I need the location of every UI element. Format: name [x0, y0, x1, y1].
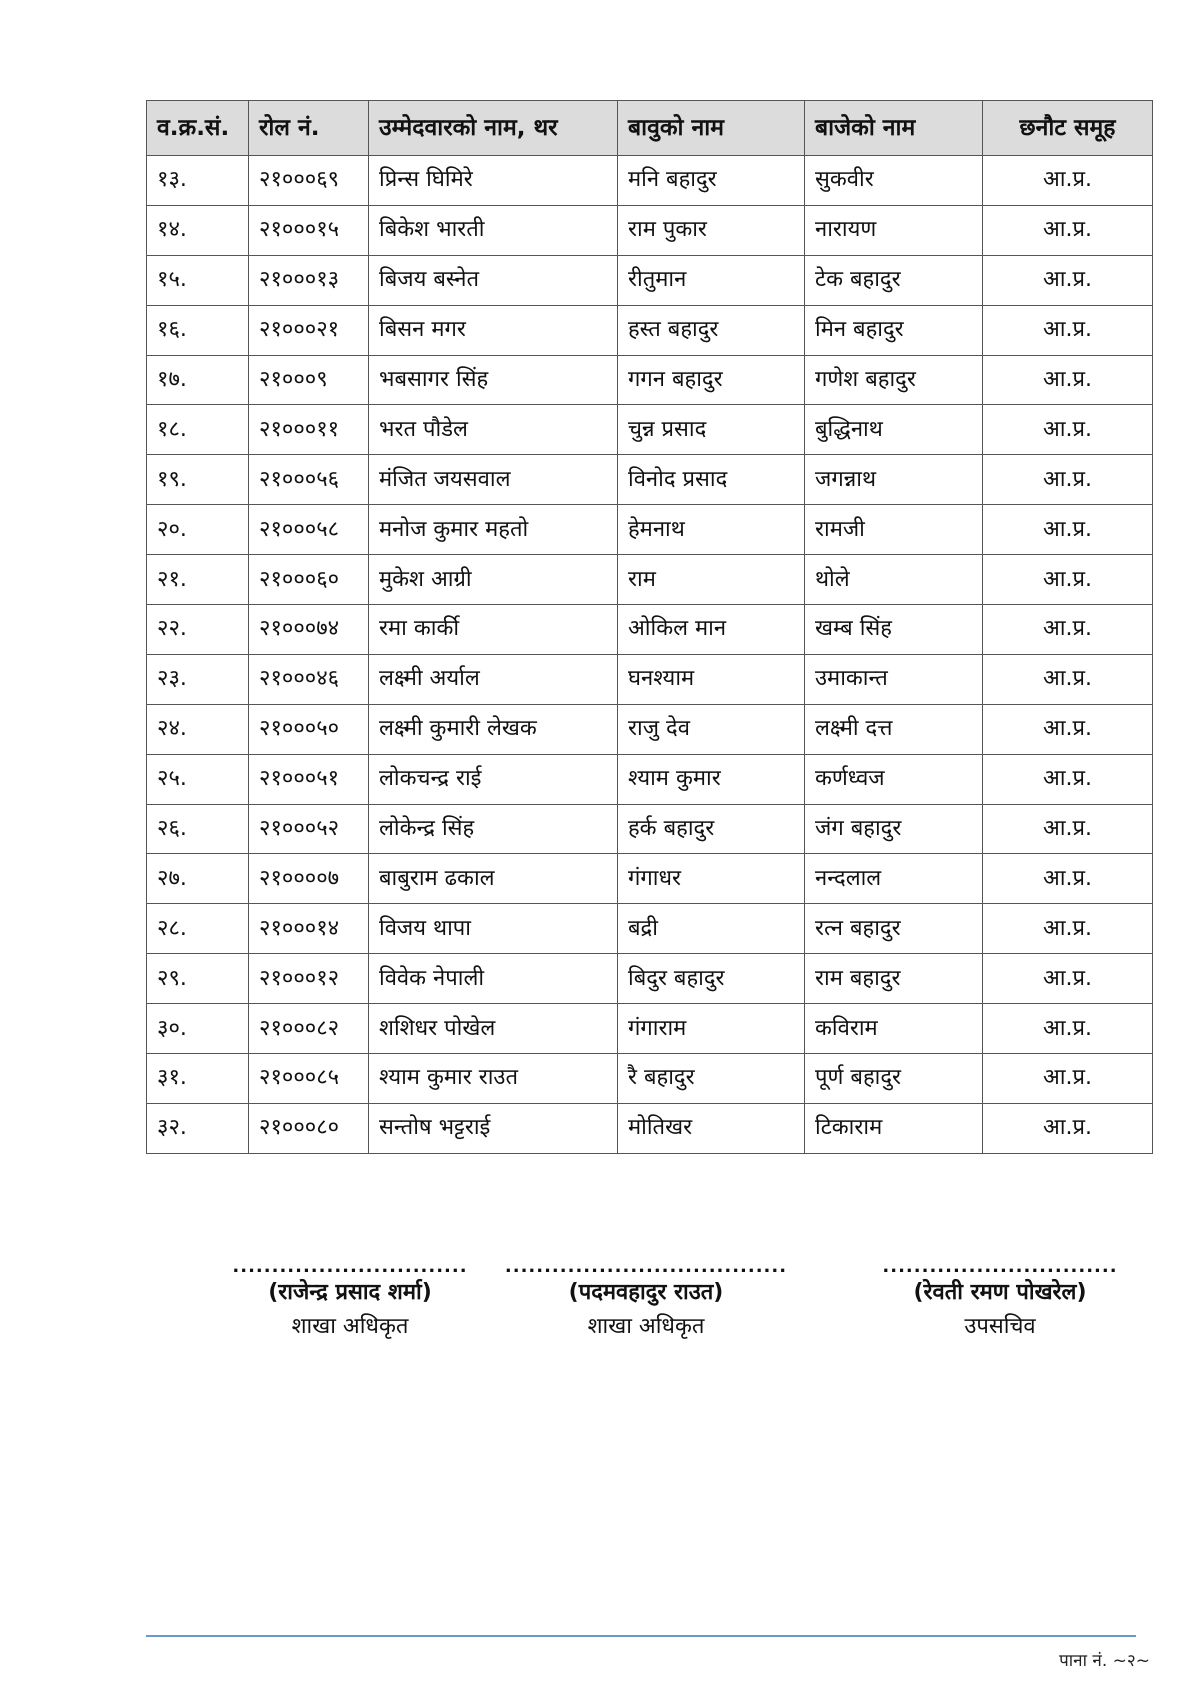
candidate-name-cell: रमा कार्की	[369, 605, 618, 655]
roll-number-cell: २१०००१५	[249, 205, 369, 255]
grandfather-name-cell: उमाकान्त	[805, 654, 983, 704]
roll-number-cell: २१०००११	[249, 405, 369, 455]
selection-group-cell: आ.प्र.	[983, 1004, 1153, 1054]
father-name-cell: गंगाराम	[618, 1004, 805, 1054]
signature-line: ..............................	[882, 1256, 1118, 1277]
roll-number-cell: २१०००५२	[249, 804, 369, 854]
grandfather-name-cell: खम्ब सिंह	[805, 605, 983, 655]
grandfather-name-cell: जंग बहादुर	[805, 804, 983, 854]
roll-number-cell: २१०००५६	[249, 455, 369, 505]
table-row	[147, 305, 1153, 355]
grandfather-name-cell: पूर्ण बहादुर	[805, 1054, 983, 1104]
signature-line: ..............................	[232, 1256, 468, 1277]
father-name-cell: हस्त बहादुर	[618, 305, 805, 355]
roll-number-cell: २१०००५१	[249, 754, 369, 804]
selection-group-cell: आ.प्र.	[983, 405, 1153, 455]
serial-cell: २८.	[147, 904, 249, 954]
grandfather-name-cell: सुकवीर	[805, 156, 983, 206]
serial-cell: १३.	[147, 156, 249, 206]
roll-number-cell: २१००००७	[249, 854, 369, 904]
candidate-name-cell: भरत पौडेल	[369, 405, 618, 455]
grandfather-name-cell: लक्ष्मी दत्त	[805, 704, 983, 754]
table-header-row	[147, 101, 1153, 156]
father-name-cell: मनि बहादुर	[618, 156, 805, 206]
father-name-cell: श्याम कुमार	[618, 754, 805, 804]
table-row	[147, 804, 1153, 854]
candidate-name-cell: बाबुराम ढकाल	[369, 854, 618, 904]
selection-group-cell: आ.प्र.	[983, 654, 1153, 704]
roll-number-cell: २१०००५८	[249, 505, 369, 555]
table-row	[147, 605, 1153, 655]
table-row	[147, 156, 1153, 206]
roll-number-cell: २१०००१२	[249, 954, 369, 1004]
father-name-cell: राम	[618, 555, 805, 605]
table-row	[147, 455, 1153, 505]
serial-cell: १९.	[147, 455, 249, 505]
grandfather-name-cell: टिकाराम	[805, 1103, 983, 1153]
grandfather-name-cell: रामजी	[805, 505, 983, 555]
father-name-cell: गगन बहादुर	[618, 355, 805, 405]
father-name-cell: चुन्न प्रसाद	[618, 405, 805, 455]
serial-cell: २३.	[147, 654, 249, 704]
roll-number-cell: २१०००७४	[249, 605, 369, 655]
grandfather-name-cell: कविराम	[805, 1004, 983, 1054]
father-name-cell: मोतिखर	[618, 1103, 805, 1153]
roll-number-cell: २१०००८२	[249, 1004, 369, 1054]
candidate-name-cell: बिजय बस्नेत	[369, 255, 618, 305]
header-serial: व.क्र.सं.	[147, 101, 249, 156]
serial-cell: २१.	[147, 555, 249, 605]
candidate-name-cell: शशिधर पोखेल	[369, 1004, 618, 1054]
selection-group-cell: आ.प्र.	[983, 804, 1153, 854]
signature-block	[0, 1256, 1190, 1342]
father-name-cell: घनश्याम	[618, 654, 805, 704]
selection-group-cell: आ.प्र.	[983, 205, 1153, 255]
header-father-name: बावुको नाम	[618, 101, 805, 156]
roll-number-cell: २१०००६९	[249, 156, 369, 206]
footer-divider	[146, 1635, 1136, 1637]
selection-group-cell: आ.प्र.	[983, 605, 1153, 655]
signatory-name: (रेवती रमण पोखरेल)	[913, 1280, 1087, 1305]
table-row	[147, 405, 1153, 455]
table-row	[147, 505, 1153, 555]
table-row	[147, 654, 1153, 704]
father-name-cell: बद्री	[618, 904, 805, 954]
serial-cell: २६.	[147, 804, 249, 854]
grandfather-name-cell: थोले	[805, 555, 983, 605]
signatory-title: शाखा अधिकृत	[291, 1314, 409, 1339]
grandfather-name-cell: टेक बहादुर	[805, 255, 983, 305]
roll-number-cell: २१०००४६	[249, 654, 369, 704]
serial-cell: १७.	[147, 355, 249, 405]
signature-1	[200, 1256, 500, 1340]
serial-cell: १६.	[147, 305, 249, 355]
grandfather-name-cell: राम बहादुर	[805, 954, 983, 1004]
table-row	[147, 904, 1153, 954]
father-name-cell: हेमनाथ	[618, 505, 805, 555]
signatory-name: (पदमवहादुर राउत)	[568, 1280, 724, 1305]
page-number: पाना नं. ~२~	[1059, 1651, 1150, 1671]
roll-number-cell: २१०००५०	[249, 704, 369, 754]
serial-cell: २४.	[147, 704, 249, 754]
serial-cell: १८.	[147, 405, 249, 455]
grandfather-name-cell: नारायण	[805, 205, 983, 255]
grandfather-name-cell: जगन्नाथ	[805, 455, 983, 505]
father-name-cell: विनोद प्रसाद	[618, 455, 805, 505]
serial-cell: २२.	[147, 605, 249, 655]
table-row	[147, 954, 1153, 1004]
serial-cell: १५.	[147, 255, 249, 305]
table-row	[147, 1103, 1153, 1153]
grandfather-name-cell: नन्दलाल	[805, 854, 983, 904]
candidate-name-cell: प्रिन्स घिमिरे	[369, 156, 618, 206]
candidate-name-cell: लक्ष्मी कुमारी लेखक	[369, 704, 618, 754]
candidate-name-cell: बिसन मगर	[369, 305, 618, 355]
header-grandfather-name: बाजेको नाम	[805, 101, 983, 156]
grandfather-name-cell: रत्न बहादुर	[805, 904, 983, 954]
serial-cell: ३०.	[147, 1004, 249, 1054]
grandfather-name-cell: गणेश बहादुर	[805, 355, 983, 405]
roll-number-cell: २१०००९	[249, 355, 369, 405]
father-name-cell: बिदुर बहादुर	[618, 954, 805, 1004]
father-name-cell: राजु देव	[618, 704, 805, 754]
roll-number-cell: २१०००८५	[249, 1054, 369, 1104]
candidate-name-cell: बिकेश भारती	[369, 205, 618, 255]
roll-number-cell: २१०००८०	[249, 1103, 369, 1153]
selection-group-cell: आ.प्र.	[983, 1054, 1153, 1104]
signatory-title: उपसचिव	[964, 1314, 1036, 1339]
table-body	[147, 156, 1153, 1154]
serial-cell: २५.	[147, 754, 249, 804]
table-row	[147, 1004, 1153, 1054]
father-name-cell: रै बहादुर	[618, 1054, 805, 1104]
candidate-name-cell: सन्तोष भट्टराई	[369, 1103, 618, 1153]
selection-group-cell: आ.प्र.	[983, 754, 1153, 804]
signatory-title: शाखा अधिकृत	[587, 1314, 705, 1339]
selection-group-cell: आ.प्र.	[983, 505, 1153, 555]
table-row	[147, 704, 1153, 754]
table-row	[147, 205, 1153, 255]
candidate-name-cell: लोकचन्द्र राई	[369, 754, 618, 804]
candidate-name-cell: मंजित जयसवाल	[369, 455, 618, 505]
candidate-name-cell: लक्ष्मी अर्याल	[369, 654, 618, 704]
roll-number-cell: २१०००६०	[249, 555, 369, 605]
father-name-cell: ओकिल मान	[618, 605, 805, 655]
candidate-name-cell: भबसागर सिंह	[369, 355, 618, 405]
selection-group-cell: आ.प्र.	[983, 255, 1153, 305]
father-name-cell: हर्क बहादुर	[618, 804, 805, 854]
candidate-name-cell: विजय थापा	[369, 904, 618, 954]
serial-cell: ३१.	[147, 1054, 249, 1104]
father-name-cell: राम पुकार	[618, 205, 805, 255]
selection-group-cell: आ.प्र.	[983, 954, 1153, 1004]
roll-number-cell: २१०००२१	[249, 305, 369, 355]
grandfather-name-cell: कर्णध्वज	[805, 754, 983, 804]
father-name-cell: रीतुमान	[618, 255, 805, 305]
header-candidate-name: उम्मेदवारको नाम, थर	[369, 101, 618, 156]
table-row	[147, 754, 1153, 804]
candidate-results-table	[146, 100, 1153, 1154]
selection-group-cell: आ.प्र.	[983, 1103, 1153, 1153]
candidate-name-cell: लोकेन्द्र सिंह	[369, 804, 618, 854]
grandfather-name-cell: बुद्धिनाथ	[805, 405, 983, 455]
table-row	[147, 854, 1153, 904]
candidate-name-cell: मनोज कुमार महतो	[369, 505, 618, 555]
signatory-name: (राजेन्द्र प्रसाद शर्मा)	[268, 1280, 432, 1305]
table-row	[147, 355, 1153, 405]
selection-group-cell: आ.प्र.	[983, 704, 1153, 754]
signature-2	[496, 1256, 796, 1340]
selection-group-cell: आ.प्र.	[983, 156, 1153, 206]
signature-line: ....................................	[504, 1256, 788, 1277]
selection-group-cell: आ.प्र.	[983, 305, 1153, 355]
serial-cell: २७.	[147, 854, 249, 904]
serial-cell: २९.	[147, 954, 249, 1004]
serial-cell: १४.	[147, 205, 249, 255]
selection-group-cell: आ.प्र.	[983, 355, 1153, 405]
serial-cell: २०.	[147, 505, 249, 555]
signature-3	[860, 1256, 1140, 1340]
roll-number-cell: २१०००१३	[249, 255, 369, 305]
candidate-name-cell: मुकेश आग्री	[369, 555, 618, 605]
roll-number-cell: २१०००१४	[249, 904, 369, 954]
candidate-name-cell: विवेक नेपाली	[369, 954, 618, 1004]
table-row	[147, 555, 1153, 605]
father-name-cell: गंगाधर	[618, 854, 805, 904]
header-selection-group: छनौट समूह	[983, 101, 1153, 156]
selection-group-cell: आ.प्र.	[983, 904, 1153, 954]
grandfather-name-cell: मिन बहादुर	[805, 305, 983, 355]
selection-group-cell: आ.प्र.	[983, 455, 1153, 505]
selection-group-cell: आ.प्र.	[983, 555, 1153, 605]
table-row	[147, 1054, 1153, 1104]
table-row	[147, 255, 1153, 305]
candidate-name-cell: श्याम कुमार राउत	[369, 1054, 618, 1104]
header-roll-number: रोल नं.	[249, 101, 369, 156]
selection-group-cell: आ.प्र.	[983, 854, 1153, 904]
serial-cell: ३२.	[147, 1103, 249, 1153]
